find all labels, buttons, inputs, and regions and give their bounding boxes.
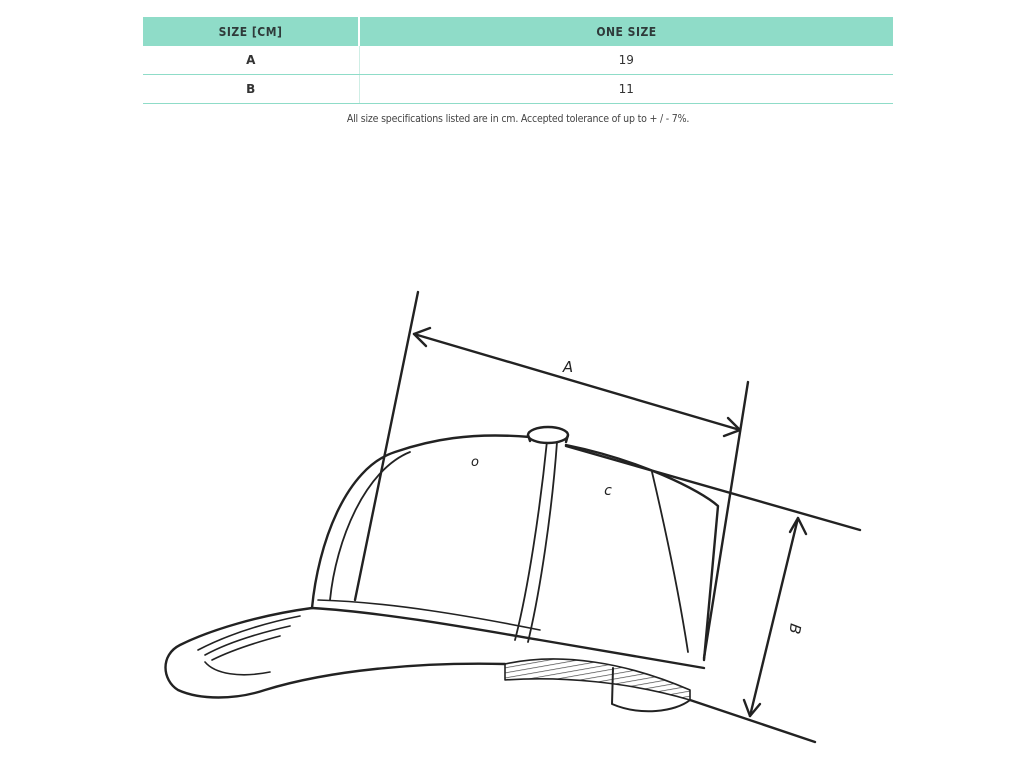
bill-stitch-3 <box>212 636 280 660</box>
bill-stitch-2 <box>205 626 290 655</box>
arrowhead-b-bottom-icon <box>744 700 760 716</box>
bill-stitch-1 <box>198 616 300 650</box>
row-value-a: 19 <box>359 46 893 75</box>
panel-mark-left: o <box>471 455 479 470</box>
crown-base-edge <box>312 608 704 668</box>
b-reference-bottom <box>690 700 815 742</box>
dimension-b-line <box>750 518 798 716</box>
crown-back <box>566 445 718 660</box>
table-row <box>143 46 893 75</box>
row-value-b: 11 <box>359 75 893 104</box>
inner-band <box>612 668 690 711</box>
dimension-a-line <box>414 334 740 430</box>
arrowhead-a-right-icon <box>724 418 740 436</box>
panel-mark-right: c <box>604 483 612 499</box>
dimension-b-label: B <box>785 622 805 636</box>
crown-outline <box>312 435 530 608</box>
arrowhead-a-left-icon <box>414 328 430 346</box>
top-button-icon <box>528 427 568 443</box>
b-reference-top <box>566 446 860 530</box>
arrowhead-b-top-icon <box>790 518 806 534</box>
table-header-row <box>143 17 893 46</box>
row-label-a: A <box>143 46 359 75</box>
size-table <box>143 17 893 104</box>
crown-seam-right <box>652 472 688 652</box>
crown-base-edge-inner <box>318 600 540 630</box>
one-size-column-header: ONE SIZE <box>359 17 893 46</box>
tolerance-note: All size specifications listed are in cm. Accepted tolerance of up to + / - 7%. <box>346 113 690 125</box>
crown-seam-front-1 <box>515 441 547 640</box>
bill-underside <box>505 659 690 700</box>
a-extension-left <box>355 292 418 600</box>
row-label-b: B <box>143 75 359 104</box>
crown-seam-left <box>330 452 410 600</box>
size-column-header: SIZE [CM] <box>143 17 359 46</box>
dimension-a-label: A <box>562 358 574 376</box>
bill-outline <box>166 608 506 698</box>
crown-seam-front-2 <box>528 442 557 642</box>
bill-inner <box>205 662 270 675</box>
table-row <box>143 75 893 104</box>
a-extension-right <box>704 382 748 658</box>
